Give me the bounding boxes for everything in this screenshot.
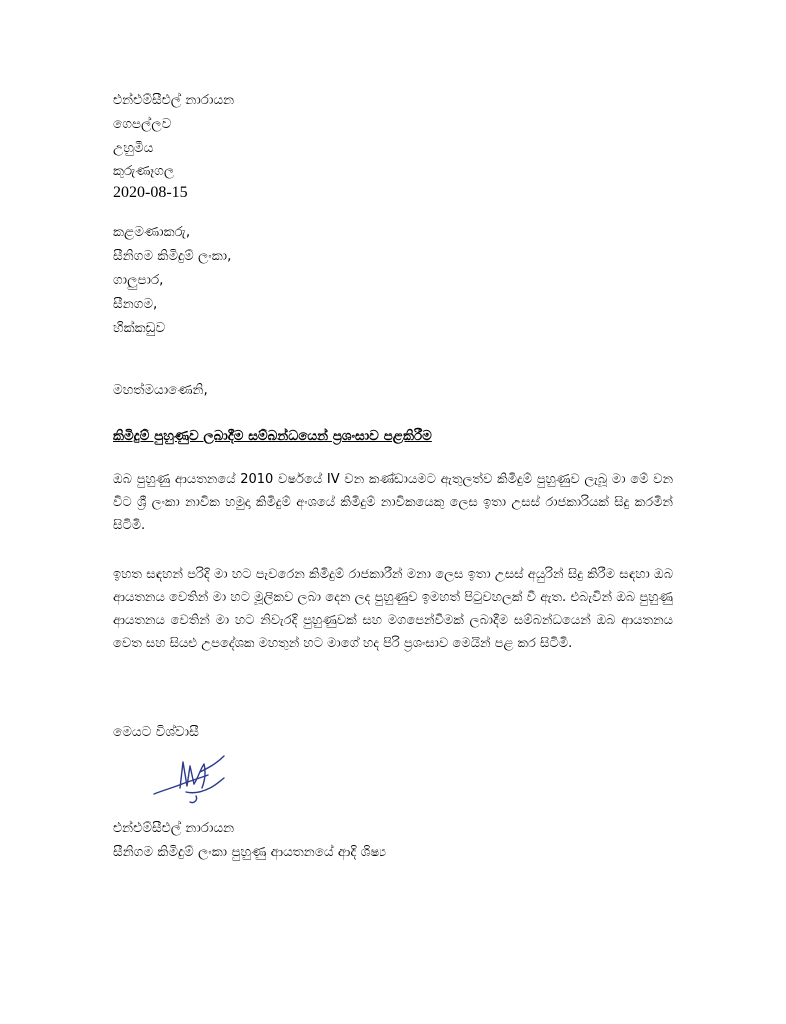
closing: මෙයට විශ්වාසී (113, 724, 199, 740)
recipient-line: සීනිගම කිමිදුම් ලංකා, (113, 248, 232, 264)
signatory-name: එන්එම්සීඑල් නාරායන (113, 820, 235, 836)
recipient-line: හික්කඩුව (113, 320, 166, 336)
recipient-line: ගාලුපාර, (113, 272, 164, 288)
sender-address-line: කුරුණෑගල (113, 163, 175, 179)
sender-address-line: උහුමීය (113, 140, 154, 156)
recipient-line: කළමණාකරු, (113, 224, 191, 240)
recipient-line: සීනගම, (113, 296, 158, 312)
letter-date: 2020-08-15 (113, 184, 188, 201)
letter-subject: කිමිදුම් පුහුණුව ලබාදීම සම්බන්ධයෙන් ප්‍රශංසාව පළකිරීම (113, 428, 432, 444)
sender-address-line: ගෙපල්ලව (113, 116, 172, 132)
body-paragraph-2: ඉහත සඳහන් පරිදි මා හට පැවරෙන කිමිදුම් රාජකාරීන් මනා ලෙස ඉතා උසස් අයුරින් සිදු කිරීම සඳහා ඔබ ආයතනය වෙතින් මා හට මූලිකව ලබා දෙන ලද පුහුණුව ඉමහත් පිටුවහලක් වී ඇත. එබැවින් ඔබ පුහුණු ආයතනය වෙතින් මා හට නිවැරදි පුහුණුවක් සහ මගපෙන්වීමක් ලබාදීම සම්බන්ධයෙන් ඔබ ආයතනය වෙත සහ සියළු උපදේශක මහතුන් හට මාගේ හද පිරි ප්‍රශංසාව මෙයින් පළ කර සිටිමි. (113, 567, 673, 651)
handwritten-signature (150, 748, 230, 808)
salutation: මහත්මයාණෙනි, (113, 382, 208, 398)
signatory-title: සීනිගම කිමිදුම් ලංකා පුහුණු ආයතනයේ ආදි ශිෂ්‍ය (113, 844, 387, 860)
sender-name: එන්එම්සීඑල් නාරායන (113, 92, 235, 108)
body-paragraph-1: ඔබ පුහුණු ආයතනයේ 2010 වර්ෂයේ IV වන කණ්ඩායමට ඇතුලත්ව කිමිදුම් පුහුණුව ලැබූ මා මේ වන විට ශ්‍රී ලංකා නාවික හමුදා කිමිදුම් අංශයේ කිමිදුම් නාවිකයෙකු ලෙස ඉතා උසස් රාජකාරියක් සිදු කරමින් සිටිමි. (113, 472, 673, 533)
